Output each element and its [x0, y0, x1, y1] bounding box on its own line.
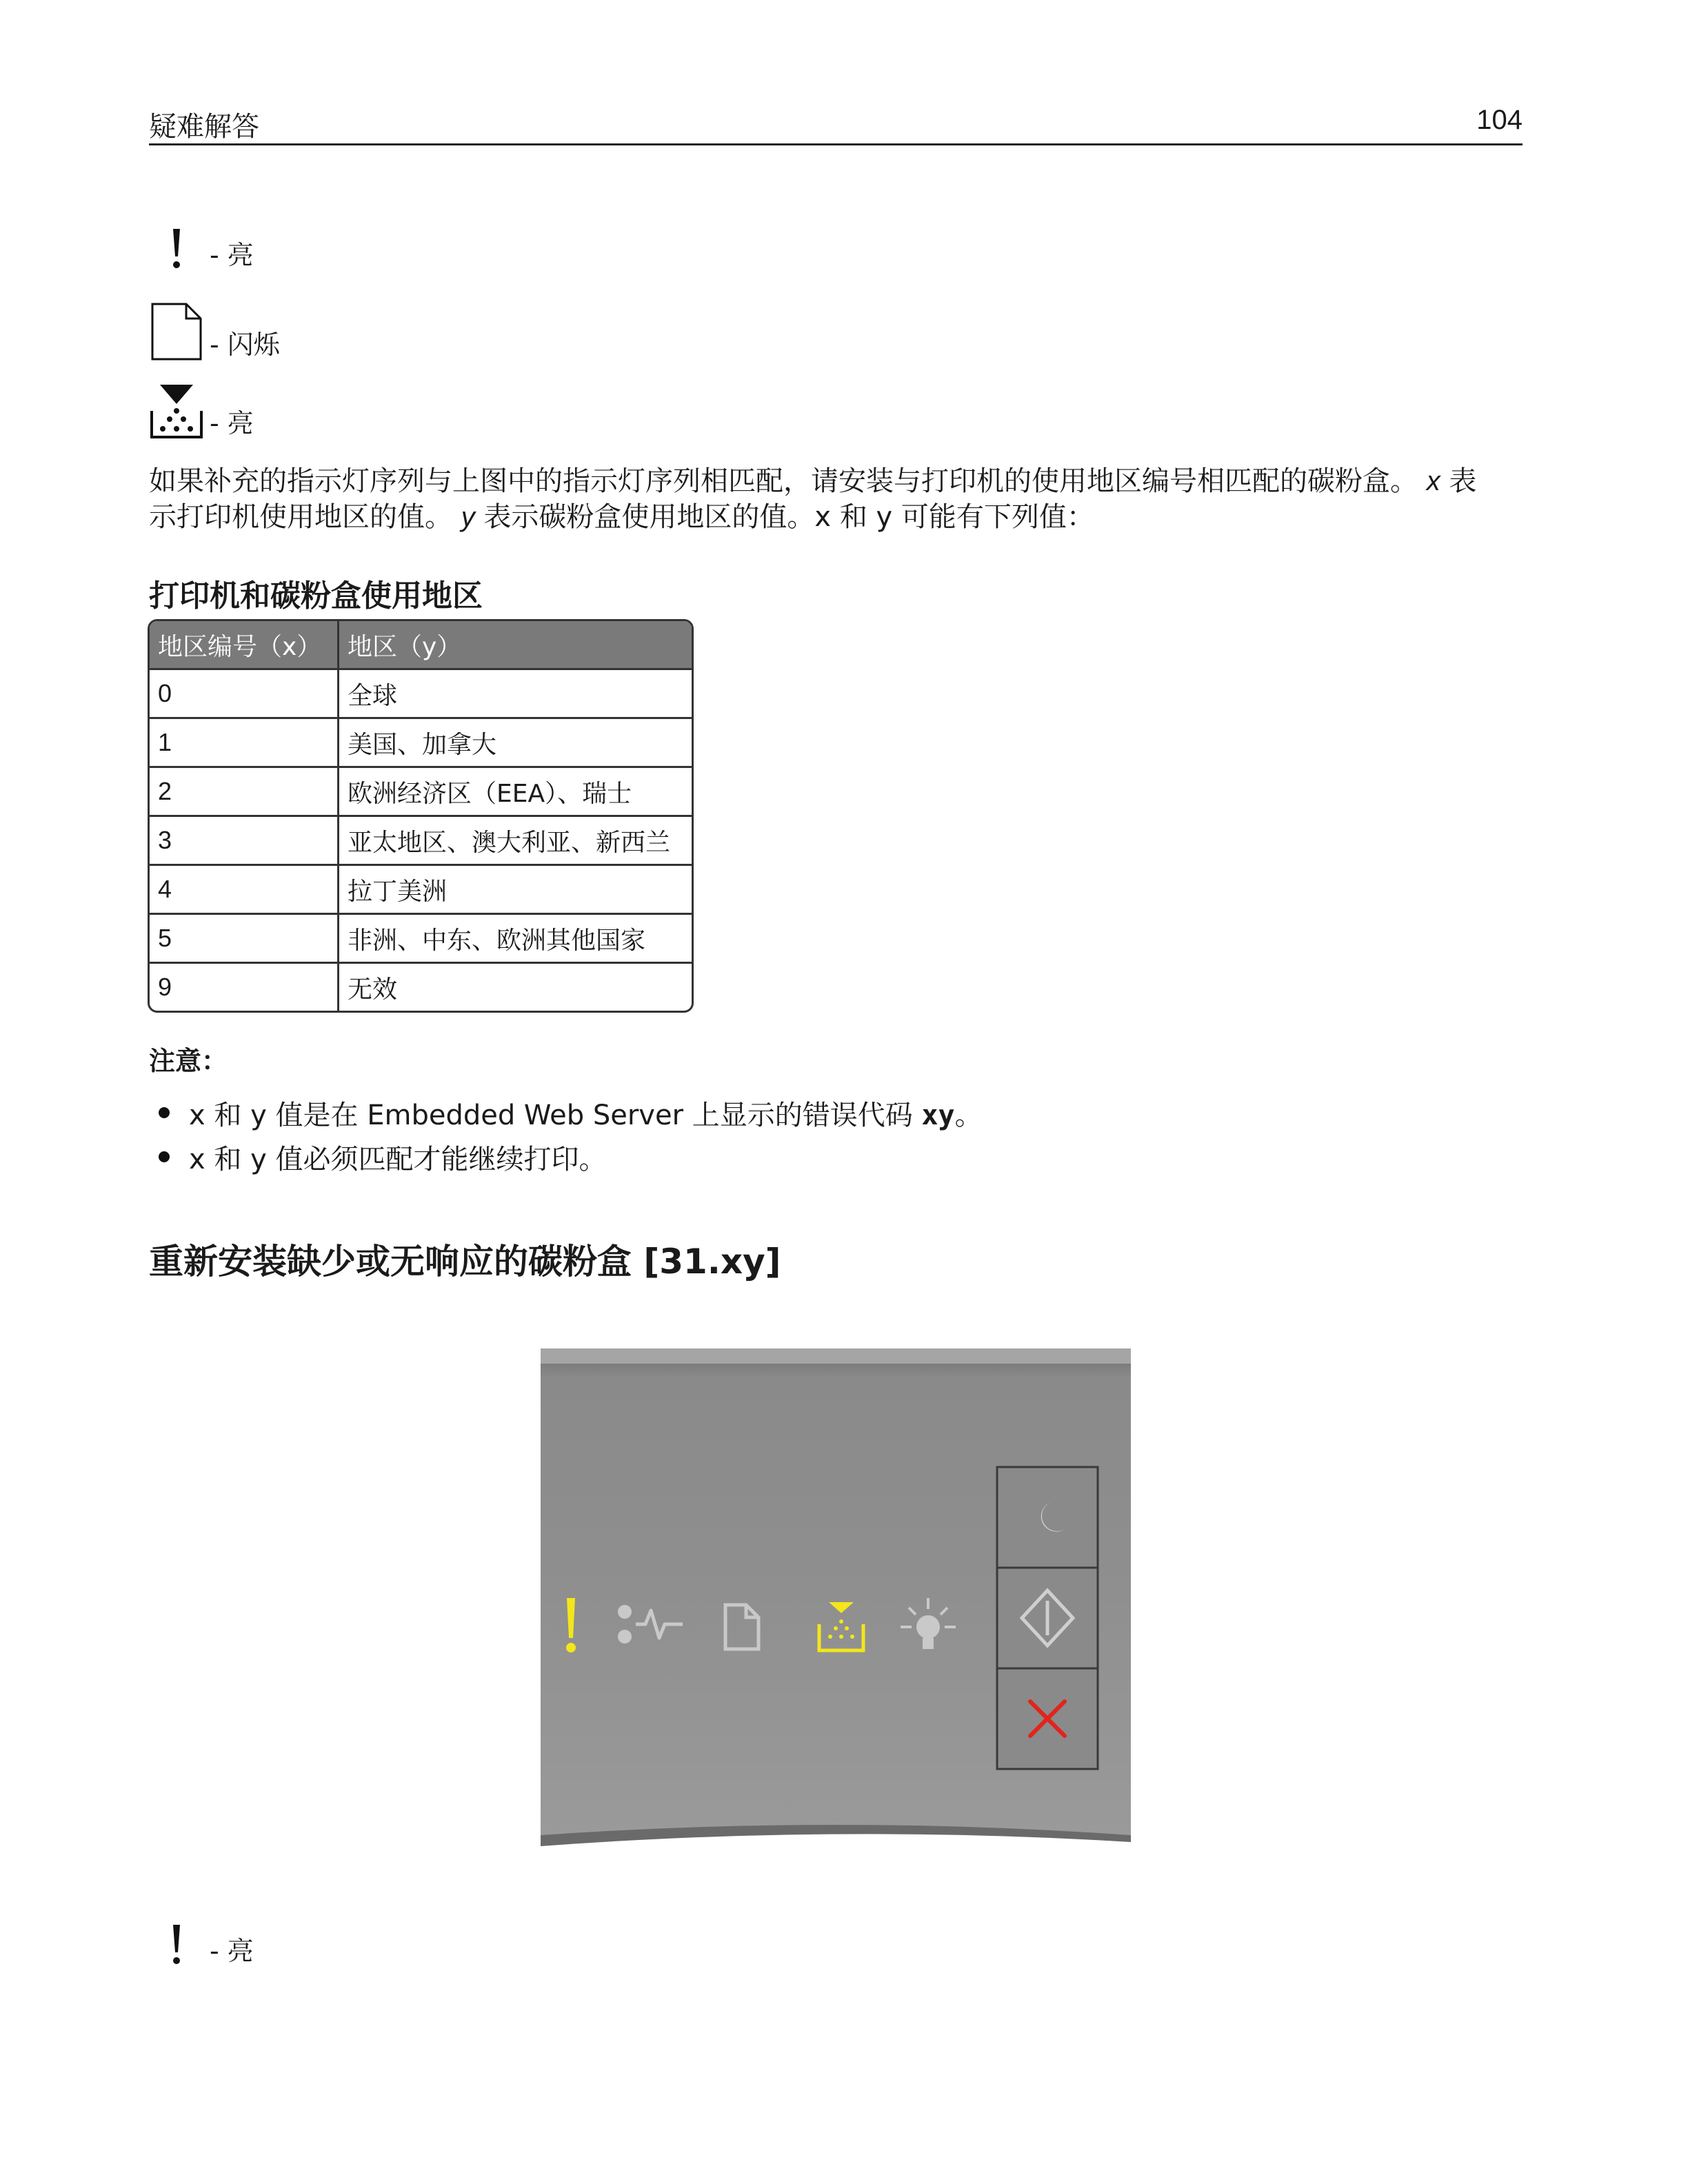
- table-row: 3 亚太地区、澳大利亚、新西兰: [150, 815, 692, 864]
- exclamation-icon: [149, 1923, 204, 1968]
- exclamation-icon: [149, 228, 204, 272]
- list-item: x 和 y 值是在 Embedded Web Server 上显示的错误代码 xy。: [159, 1091, 983, 1135]
- table-row: 4 拉丁美洲: [150, 864, 692, 913]
- note-label: 注意：: [149, 1046, 228, 1076]
- intro-paragraph: 如果补充的指示灯序列与上图中的指示灯序列相匹配，请安装与打印机的使用地区编号相匹配的碳粉盒。 x 表 示打印机使用地区的值。 y 表示碳粉盒使用地区的值。x 和 y 可能有下列值：: [149, 465, 1477, 533]
- sleep-button[interactable]: [997, 1467, 1098, 1568]
- legend-item-paper: - 闪烁: [149, 302, 280, 361]
- table-section-title: 打印机和碳粉盒使用地区: [149, 578, 483, 614]
- cancel-button[interactable]: [997, 1668, 1098, 1769]
- note-list: [159, 1091, 983, 1179]
- table-row: 1 美国、加拿大: [150, 717, 692, 766]
- page-number: 104: [1476, 105, 1523, 135]
- legend-item-toner: - 亮: [149, 383, 254, 440]
- table-row: 2 欧洲经济区（EEA）、瑞士: [150, 766, 692, 815]
- table-header-code: 地区编号（x）: [150, 621, 339, 668]
- list-item: x 和 y 值必须匹配才能继续打印。: [159, 1135, 983, 1179]
- printer-control-panel: [541, 1348, 1131, 1856]
- paper-icon: [149, 302, 204, 361]
- section-heading: 重新安装缺少或无响应的碳粉盒 [31.xy]: [149, 1242, 781, 1282]
- table-row: 0 全球: [150, 668, 692, 717]
- legend-item-exclamation: - 亮: [149, 228, 254, 272]
- table-row: 5 非洲、中东、欧洲其他国家: [150, 913, 692, 962]
- header-title: 疑难解答: [149, 111, 259, 143]
- start-button[interactable]: [997, 1568, 1098, 1668]
- table-row: 9 无效: [150, 962, 692, 1011]
- header-rule: [149, 143, 1523, 145]
- toner-icon: [149, 383, 204, 440]
- region-table: [148, 619, 694, 1013]
- table-header-region: 地区（y）: [339, 621, 692, 668]
- legend-item-exclamation-bottom: - 亮: [149, 1923, 254, 1968]
